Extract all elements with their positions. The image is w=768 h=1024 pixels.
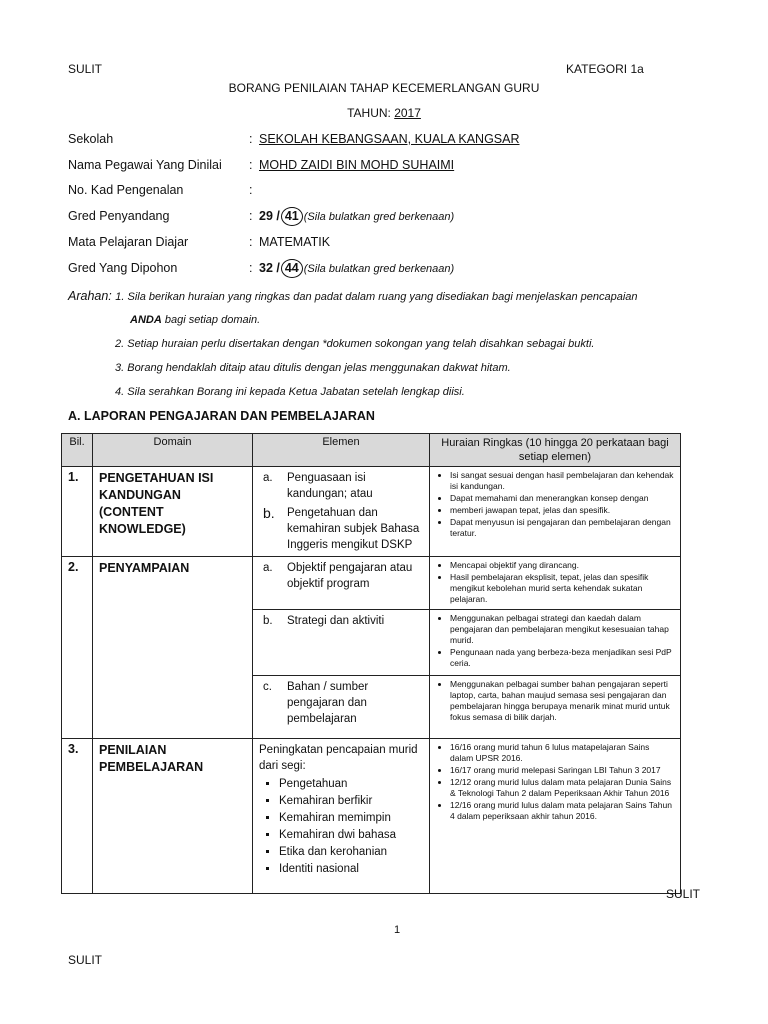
evaluation-table (61, 433, 681, 894)
list-item: • 16/17 orang murid melepasi Saringan LBI Tahun 3 2017 (450, 765, 674, 776)
info-value-school: SEKOLAH KEBANGSAAN, KUALA KANGSAR (259, 132, 520, 146)
grade-option-a: 32 / (259, 261, 280, 275)
footer-sulit: SULIT (666, 887, 701, 901)
elemen-letter: b. (263, 505, 275, 521)
section-title: A. LAPORAN PENGAJARAN DAN PEMBELAJARAN (68, 409, 375, 423)
grade-option-circled: 41 (281, 207, 303, 226)
row-domain: PENGETAHUAN ISI KANDUNGAN (CONTENT KNOWLEDGE) (93, 467, 253, 557)
list-item: ▪ Pengetahuan (279, 776, 423, 793)
instruction-1b-rest: bagi setiap domain. (161, 314, 261, 326)
instruction-1b (130, 314, 260, 326)
list-item: • Hasil pembelajaran eksplisit, tepat, jelas dan spesifik mengikut kebolehan murid serta kehendak sukatan pelajaran. (450, 572, 674, 605)
elemen-text: Pengetahuan dan kemahiran subjek Bahasa Inggeris mengikut DSKP (287, 507, 420, 551)
page-number: 1 (394, 924, 401, 936)
list-item: ▪ Kemahiran memimpin (279, 810, 423, 827)
row-domain: PENILAIAN PEMBELAJARAN (93, 739, 253, 894)
instruction-1b-bold: ANDA (130, 314, 162, 326)
row-elemen (253, 610, 430, 676)
huraian-list (436, 560, 674, 605)
list-item: • Menggunakan pelbagai strategi dan kaedah dalam pengajaran dan pembelajaran mengikut kesesuaian tahap murid. (450, 613, 674, 646)
info-label-grade-current: Gred Penyandang (68, 209, 170, 223)
info-colon: : (249, 132, 253, 146)
list-item: • Pengunaan nada yang berbeza-beza menjadikan sesi PdP ceria. (450, 647, 674, 669)
elemen-item (259, 613, 423, 629)
row-huraian (430, 676, 681, 739)
info-colon: : (249, 158, 253, 172)
huraian-list (436, 742, 674, 822)
row-huraian (430, 467, 681, 557)
grade-option-circled: 44 (281, 259, 303, 278)
elemen-letter: b. (263, 615, 273, 627)
row-bil: 1. (62, 467, 93, 557)
elemen-list (259, 776, 423, 878)
list-item: • Dapat menyusun isi pengajaran dan pembelajaran dengan teratur. (450, 517, 674, 539)
info-label-subject: Mata Pelajaran Diajar (68, 235, 189, 249)
table-row (62, 467, 681, 557)
row-domain: PENYAMPAIAN (93, 557, 253, 739)
elemen-text: Objektif pengajaran atau objektif program (287, 562, 413, 590)
elemen-item (259, 560, 423, 592)
huraian-list (436, 613, 674, 669)
row-elemen (253, 676, 430, 739)
year-value: 2017 (394, 106, 421, 120)
row-elemen (253, 739, 430, 894)
elemen-letter: a. (263, 562, 273, 574)
header-elemen: Elemen (253, 434, 430, 467)
form-title: BORANG PENILAIAN TAHAP KECEMERLANGAN GURU (228, 81, 540, 95)
info-label-school: Sekolah (68, 132, 114, 146)
row-bil: 3. (62, 739, 93, 894)
info-value-grade-current (259, 207, 454, 226)
row-huraian (430, 610, 681, 676)
list-item: ▪ Kemahiran dwi bahasa (279, 827, 423, 844)
list-item: • 12/12 orang murid lulus dalam mata pelajaran Dunia Sains & Teknologi Tahun 2 dalam Peperiksaan Akhir Tahun 2016 (450, 777, 674, 799)
grade-note: (Sila bulatkan gred berkenaan) (303, 263, 455, 275)
elemen-text: Bahan / sumber pengajaran dan pembelajaran (287, 681, 369, 725)
header-huraian: Huraian Ringkas (10 hingga 20 perkataan bagi setiap elemen) (430, 434, 681, 467)
sulit-label: SULIT (68, 62, 103, 76)
list-item: • 12/16 orang murid lulus dalam mata pelajaran Sains Tahun 4 dalam peperiksaan akhir tahun 2016. (450, 800, 674, 822)
year-line (0, 106, 768, 120)
row-elemen (253, 467, 430, 557)
list-item: ▪ Identiti nasional (279, 861, 423, 878)
info-value-subject: MATEMATIK (259, 235, 331, 249)
instruction-1-text: 1. Sila berikan huraian yang ringkas dan padat dalam ruang yang disediakan bagi menjelaskan pencapaian (115, 291, 638, 303)
info-colon: : (249, 209, 253, 223)
huraian-list (436, 470, 674, 539)
table-header-row (62, 434, 681, 467)
grade-note: (Sila bulatkan gred berkenaan) (303, 211, 455, 223)
list-item: ▪ Etika dan kerohanian (279, 844, 423, 861)
list-item: • Menggunakan pelbagai sumber bahan pengajaran seperti laptop, carta, bahan maujud semasa sesi pengajaran dan pembelajaran hingga berupaya menarik minat murid untuk fokus semasa di bilik darjah. (450, 679, 674, 723)
elemen-item (259, 470, 423, 502)
list-item: • Isi sangat sesuai dengan hasil pembelajaran dan kehendak isi kandungan. (450, 470, 674, 492)
info-value-grade-applied (259, 259, 454, 278)
info-label-ic: No. Kad Pengenalan (68, 183, 184, 197)
elemen-text: Strategi dan aktiviti (287, 615, 385, 627)
elemen-letter: c. (263, 681, 272, 693)
info-label-grade-applied: Gred Yang Dipohon (68, 261, 178, 275)
list-item: ▪ Kemahiran berfikir (279, 793, 423, 810)
grade-option-a: 29 / (259, 209, 280, 223)
header-bil: Bil. (62, 434, 93, 467)
info-colon: : (249, 183, 253, 197)
instruction-2: 2. Setiap huraian perlu disertakan dengan *dokumen sokongan yang telah disahkan sebagai bukti. (115, 338, 595, 350)
info-colon: : (249, 235, 253, 249)
category-label: KATEGORI 1a (566, 62, 644, 76)
list-item: • memberi jawapan tepat, jelas dan spesifik. (450, 505, 674, 516)
table-row (62, 557, 681, 610)
elemen-intro: Peningkatan pencapaian murid dari segi: (259, 744, 418, 772)
next-page-sulit: SULIT (68, 953, 103, 967)
info-value-name: MOHD ZAIDI BIN MOHD SUHAIMI (259, 158, 455, 172)
elemen-item (259, 505, 423, 553)
info-colon: : (249, 261, 253, 275)
list-item: • Dapat memahami dan menerangkan konsep dengan (450, 493, 674, 504)
table-row (62, 739, 681, 894)
instruction-4: 4. Sila serahkan Borang ini kepada Ketua Jabatan setelah lengkap diisi. (115, 386, 465, 398)
info-label-name: Nama Pegawai Yang Dinilai (68, 158, 222, 172)
instruction-1 (68, 289, 638, 303)
header-domain: Domain (93, 434, 253, 467)
row-huraian (430, 557, 681, 610)
row-bil: 2. (62, 557, 93, 739)
elemen-letter: a. (263, 472, 273, 484)
row-elemen (253, 557, 430, 610)
year-label: TAHUN: (347, 106, 395, 120)
instruction-3: 3. Borang hendaklah ditaip atau ditulis dengan jelas menggunakan dakwat hitam. (115, 362, 511, 374)
instruction-lead: Arahan: (68, 289, 112, 303)
list-item: • 16/16 orang murid tahun 6 lulus matapelajaran Sains dalam UPSR 2016. (450, 742, 674, 764)
elemen-text: Penguasaan isi kandungan; atau (287, 472, 373, 500)
huraian-list (436, 679, 674, 723)
row-huraian (430, 739, 681, 894)
list-item: • Mencapai objektif yang dirancang. (450, 560, 674, 571)
elemen-item (259, 679, 423, 727)
